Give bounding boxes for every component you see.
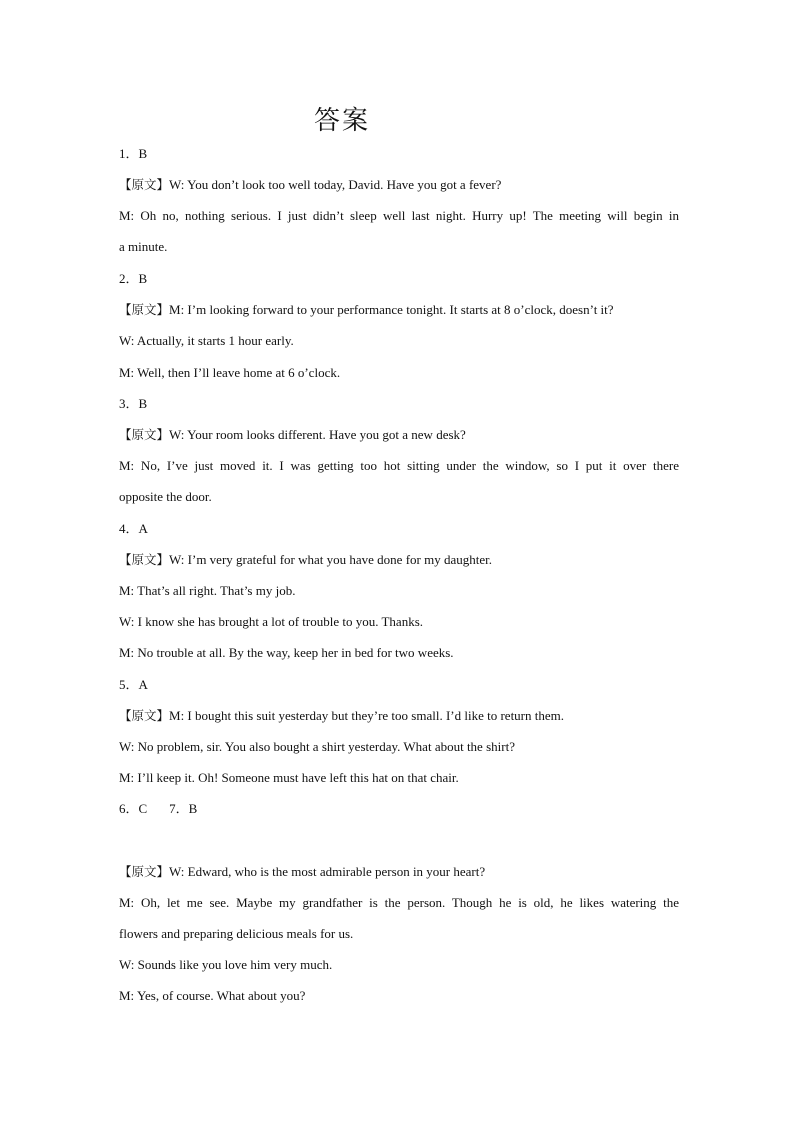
transcript-3-line-2: M: No, I’ve just moved it. I was getting too hot sitting under the window, so I put it over there	[119, 458, 679, 473]
transcript-tag: 【原文】	[119, 708, 170, 723]
transcript-2-line-3: M: Well, then I’ll leave home at 6 o’clock.	[119, 365, 341, 380]
answer-4: 4．A	[119, 521, 148, 536]
transcript-3-line-3: opposite the door.	[119, 489, 212, 504]
answers-6-7	[119, 801, 197, 817]
transcript-2-line-2: W: Actually, it starts 1 hour early.	[119, 333, 294, 348]
transcript-1-line-1	[119, 177, 501, 193]
transcript-4-line-3: W: I know she has brought a lot of trouble to you. Thanks.	[119, 614, 424, 629]
transcript-4-line-2: M: That’s all right. That’s my job.	[119, 583, 296, 598]
answer-2: 2．B	[119, 271, 148, 286]
transcript-67-line-5: M: Yes, of course. What about you?	[119, 988, 306, 1003]
answer-1: 1．B	[119, 146, 148, 161]
transcript-text: W: Your room looks different. Have you got a new desk?	[169, 427, 466, 442]
transcript-67-line-1	[119, 864, 485, 880]
page-title: 答案	[314, 106, 371, 136]
transcript-1-line-3: a minute.	[119, 239, 168, 254]
transcript-67-line-3: flowers and preparing delicious meals for us.	[119, 926, 354, 941]
answer-5: 5．A	[119, 677, 148, 692]
transcript-tag: 【原文】	[119, 552, 170, 567]
transcript-text: W: Edward, who is the most admirable person in your heart?	[169, 864, 486, 879]
transcript-text: M: I bought this suit yesterday but they’re too small. I’d like to return them.	[169, 708, 564, 723]
transcript-4-line-4: M: No trouble at all. By the way, keep her in bed for two weeks.	[119, 645, 454, 660]
transcript-5-line-2: W: No problem, sir. You also bought a shirt yesterday. What about the shirt?	[119, 739, 515, 754]
transcript-5-line-1	[119, 708, 564, 724]
answer-6: 6．C	[119, 801, 148, 816]
transcript-text: W: You don’t look too well today, David. Have you got a fever?	[169, 177, 502, 192]
answer-3: 3．B	[119, 396, 148, 411]
transcript-tag: 【原文】	[119, 864, 170, 879]
transcript-text: W: I’m very grateful for what you have done for my daughter.	[169, 552, 492, 567]
transcript-tag: 【原文】	[119, 177, 170, 192]
transcript-67-line-4: W: Sounds like you love him very much.	[119, 957, 333, 972]
transcript-1-line-2: M: Oh no, nothing serious. I just didn’t sleep well last night. Hurry up! The meeting will begin in	[119, 208, 679, 223]
transcript-3-line-1	[119, 427, 466, 443]
transcript-4-line-1	[119, 552, 492, 568]
transcript-text: M: I’m looking forward to your performance tonight. It starts at 8 o’clock, doesn’t it?	[169, 302, 614, 317]
transcript-2-line-1	[119, 302, 614, 318]
transcript-tag: 【原文】	[119, 427, 170, 442]
transcript-tag: 【原文】	[119, 302, 170, 317]
transcript-5-line-3: M: I’ll keep it. Oh! Someone must have left this hat on that chair.	[119, 770, 459, 785]
answer-7: 7．B	[169, 801, 198, 816]
transcript-67-line-2: M: Oh, let me see. Maybe my grandfather is the person. Though he is old, he likes watering the	[119, 895, 679, 910]
